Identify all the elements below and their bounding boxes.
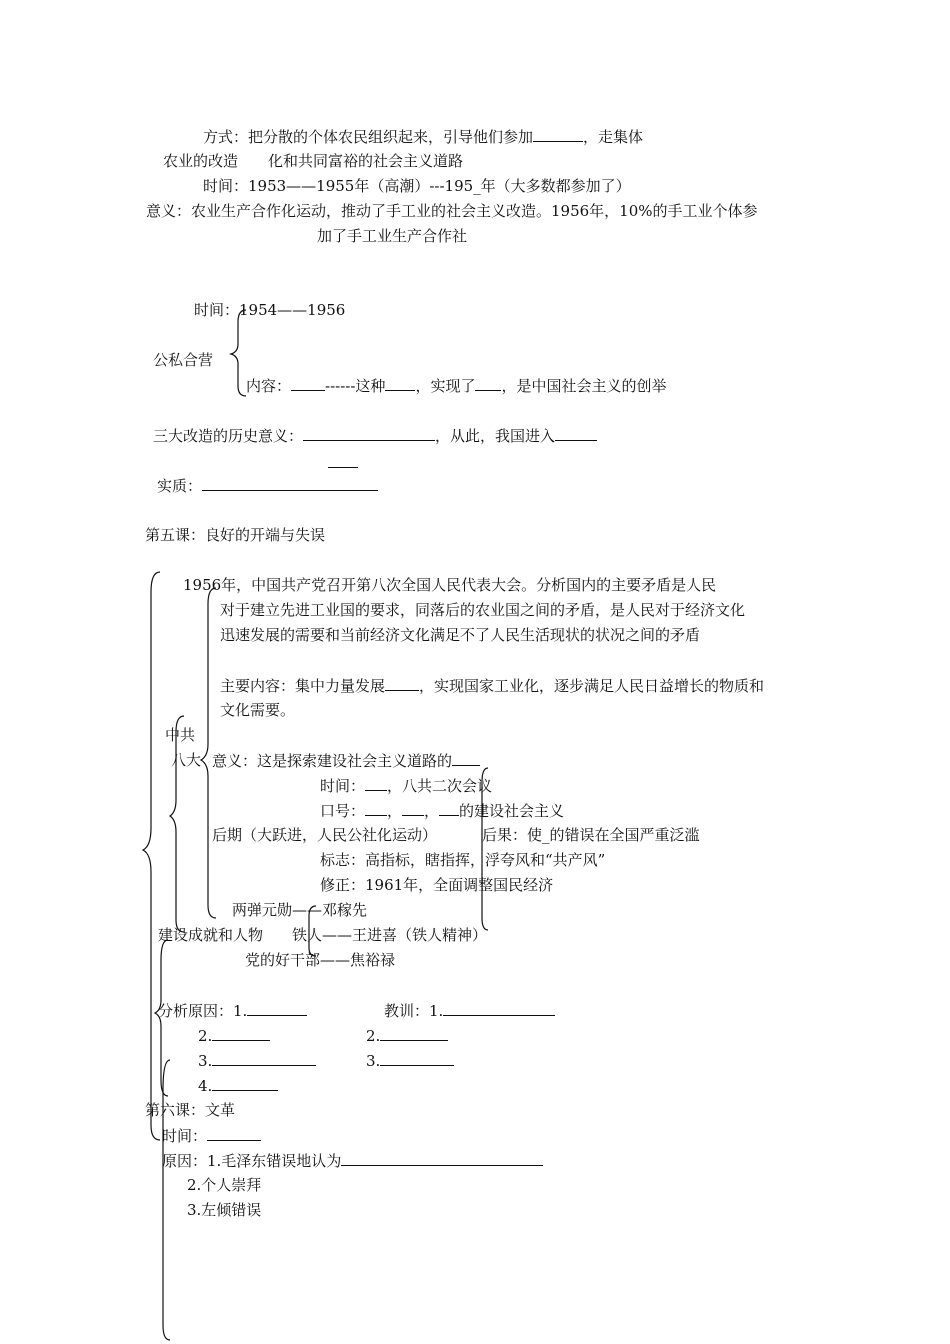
line-time-1954: 时间：1954——1956 [194,301,346,319]
line-fenxi-3: 3. [198,1050,316,1071]
blank[interactable] [202,475,378,491]
line-neirong: 内容： ------这种 ，实现了 ，是中国社会主义的创举 [246,377,667,395]
blank[interactable] [555,425,597,441]
brace-gongsiheying [231,310,246,396]
line-maodun-2: 迅速发展的需要和当前经济文化满足不了人民生活现状的状况之间的矛盾 [220,626,701,644]
line-nongye: 农业的改造 化和共同富裕的社会主义道路 [163,152,464,170]
blank[interactable] [291,375,325,391]
label-houqi: 后期（大跃进，人民公社化运动） [212,826,438,844]
blank[interactable] [207,1125,261,1141]
blank[interactable] [328,452,358,468]
lesson6-title: 第六课：文革 [145,1101,236,1119]
line-fangshi: 方式：把分散的个体农民组织起来，引导他们参加 ，走集体 [203,128,644,146]
line-jiaoyulu: 党的好干部——焦裕禄 [245,951,396,969]
blank[interactable] [212,1050,316,1066]
blank[interactable] [385,375,415,391]
blank[interactable] [303,425,435,441]
line-fenxi-1: 分析原因：1. [158,1000,307,1021]
line-bada-1956: 1956年，中国共产党召开第八次全国人民代表大会。分析国内的主要矛盾是人民 [183,576,717,594]
label-gongsiheying: 公私合营 [153,351,214,369]
line-kouhao: 口号： ， ， 的建设社会主义 [320,802,565,820]
blank[interactable] [380,1025,448,1041]
blank[interactable] [247,1000,307,1016]
blank[interactable] [443,1000,555,1016]
blank[interactable] [341,1150,543,1166]
line-wenhua-xuyao: 文化需要。 [220,701,296,719]
blank[interactable] [475,375,501,391]
line-yiyi-shougongye: 意义：农业生产合作化运动，推动了手工业的社会主义改造。1956年，10%的手工业个体参 [146,202,758,220]
line-yuanyin-3: 3.左倾错误 [187,1201,262,1219]
blank[interactable] [533,126,583,142]
line-wangjinxi: 铁人——王进喜（铁人精神） [292,926,488,944]
line-lishi-yiyi: 三大改造的历史意义： ，从此，我国进入 [153,425,597,446]
line-maodun-1: 对于建立先进工业国的要求，同落后的农业国之间的矛盾，是人民对于经济文化 [220,601,746,619]
line-houguo: 后果：使_的错误在全国严重泛滥 [482,826,700,844]
line-hezuoshe: 加了手工业生产合作社 [317,227,468,245]
label-chengjiu-renwu: 建设成就和人物 [158,926,264,944]
brace-achievements [170,716,184,932]
line-jiaoxun-1: 教训：1. [384,1000,555,1021]
line-time-1953: 时间：1953——1955年（高潮）---195_年（大多数都参加了） [203,177,631,195]
brace-lesson5 [143,572,160,1140]
blank[interactable] [365,775,387,791]
line-fenxi-2: 2. [198,1025,270,1046]
line-dengjiaxian: 两弹元勋——邓稼先 [232,901,368,919]
line-time-bagong: 时间： ，八共二次会议 [320,777,493,795]
line-fenxi-4: 4. [198,1075,278,1096]
line-zhuyao-neirong: 主要内容：集中力量发展 ，实现国家工业化，逐步满足人民日益增长的物质和 [220,677,765,695]
line-yuanyin-2: 2.个人崇拜 [187,1176,262,1194]
line-shizhi: 实质： [157,475,378,496]
line-bada-yiyi: 意义：这是探索建设社会主义道路的 [212,750,480,771]
blank[interactable] [365,800,387,816]
line-biaozhi: 标志：高指标，瞎指挥，浮夸风和“共产风” [320,851,606,869]
label-zhonggong: 中共 [165,726,196,744]
blank[interactable] [402,800,424,816]
lesson5-title: 第五课：良好的开端与失误 [145,526,326,544]
line-wenge-time: 时间： [162,1125,261,1146]
blank[interactable] [380,1050,454,1066]
blank[interactable] [385,675,419,691]
blank[interactable] [212,1025,270,1041]
blank[interactable] [212,1075,278,1091]
line-jiaoxun-3: 3. [366,1050,454,1071]
line-jiaoxun-2: 2. [366,1025,448,1046]
line-yuanyin-1: 原因：1.毛泽东错误地认为 [162,1150,543,1171]
line-xiuzheng: 修正：1961年，全面调整国民经济 [320,876,554,894]
blank[interactable] [439,800,459,816]
label-bada: 八大 [171,751,202,769]
blank[interactable] [452,750,480,766]
